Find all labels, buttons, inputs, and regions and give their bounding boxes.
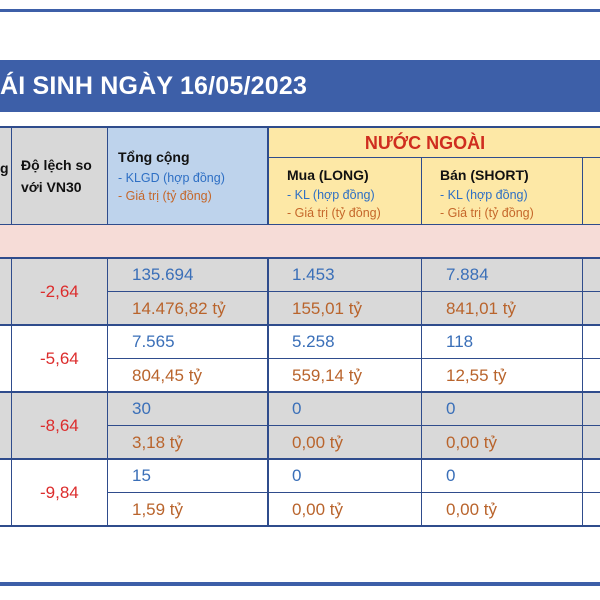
header-total-sub2: - Giá trị (tỷ đồng) (118, 189, 212, 203)
grid-line (107, 258, 108, 526)
grid-line (421, 158, 422, 224)
header-sell-sub2: - Giá trị (tỷ đồng) (440, 206, 534, 220)
header-foreign (268, 127, 600, 224)
total-value: 3,18 tỷ (132, 433, 184, 452)
header-deviation (12, 127, 108, 224)
total-volume: 135.694 (132, 265, 194, 284)
grid-line (0, 126, 600, 128)
grid-line (108, 291, 600, 292)
sell-value: 0,00 tỷ (446, 433, 498, 452)
buy-value: 0,00 tỷ (292, 500, 344, 519)
title-bar (0, 60, 600, 112)
sell-volume: 0 (446, 466, 456, 485)
sell-volume: 7.884 (446, 265, 489, 284)
header-sell-sub1: - KL (hợp đồng) (440, 188, 528, 202)
buy-value: 155,01 tỷ (292, 299, 362, 318)
grid-line (11, 258, 12, 526)
total-volume: 7.565 (132, 332, 175, 351)
buy-value: 0,00 tỷ (292, 433, 344, 452)
grid-line (267, 127, 269, 224)
grid-line (0, 525, 600, 527)
page-title: ÁI SINH NGÀY 16/05/2023 (0, 72, 308, 100)
header-deviation-line1: Độ lệch so (21, 157, 92, 173)
grid-line (108, 492, 600, 493)
grid-line (11, 127, 12, 224)
deviation-value: -5,64 (40, 349, 79, 368)
header-buy-sub1: - KL (hợp đồng) (287, 188, 375, 202)
header-buy-title: Mua (LONG) (287, 167, 369, 183)
header-deviation-line2: với VN30 (21, 179, 82, 195)
sell-value: 0,00 tỷ (446, 500, 498, 519)
grid-line (108, 425, 600, 426)
grid-line (0, 324, 600, 326)
total-value: 804,45 tỷ (132, 366, 202, 385)
header-sell-title: Bán (SHORT) (440, 167, 529, 183)
grid-line (107, 127, 108, 224)
section-band (0, 224, 600, 258)
sell-volume: 0 (446, 399, 456, 418)
deviation-value: -8,64 (40, 416, 79, 435)
grid-line (582, 258, 583, 526)
header-buy-sub2: - Giá trị (tỷ đồng) (287, 206, 381, 220)
bottom-rule (0, 582, 600, 586)
total-volume: 30 (132, 399, 151, 418)
grid-line (0, 257, 600, 259)
grid-line (582, 158, 583, 224)
deviation-value: -9,84 (40, 483, 79, 502)
grid-line (108, 358, 600, 359)
top-rule (0, 9, 600, 12)
sell-value: 12,55 tỷ (446, 366, 507, 385)
grid-line (267, 258, 269, 526)
buy-volume: 1.453 (292, 265, 335, 284)
grid-line (268, 157, 600, 158)
header-total-title: Tổng cộng (118, 149, 190, 165)
buy-volume: 0 (292, 399, 302, 418)
buy-value: 559,14 tỷ (292, 366, 362, 385)
grid-line (0, 391, 600, 393)
sell-volume: 118 (446, 332, 474, 351)
buy-volume: 5.258 (292, 332, 335, 351)
header-total (108, 127, 268, 224)
total-value: 14.476,82 tỷ (132, 299, 226, 318)
total-volume: 15 (132, 466, 151, 485)
grid-line (0, 224, 600, 225)
buy-volume: 0 (292, 466, 302, 485)
header-total-sub1: - KLGD (hợp đồng) (118, 171, 225, 185)
deviation-value: -2,64 (40, 282, 79, 301)
grid-line (421, 258, 422, 526)
grid-line (0, 458, 600, 460)
header-foreign-title: NƯỚC NGOÀI (364, 133, 486, 153)
total-value: 1,59 tỷ (132, 500, 184, 519)
sell-value: 841,01 tỷ (446, 299, 516, 318)
header-first-col-label: g (0, 160, 9, 176)
